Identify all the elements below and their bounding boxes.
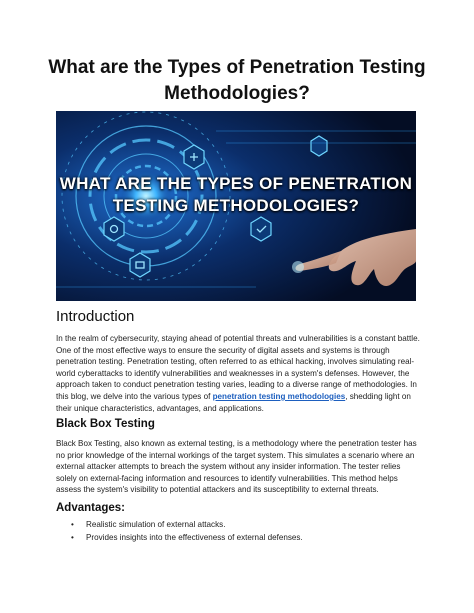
list-item-text: Realistic simulation of external attacks. bbox=[86, 520, 226, 529]
hero-image bbox=[56, 111, 416, 301]
hero-caption-line-1: WHAT ARE THE TYPES OF PENETRATION bbox=[59, 174, 413, 193]
list-item-text: Provides insights into the effectiveness of external defenses. bbox=[86, 532, 303, 542]
page-title: What are the Types of Penetration Testing Methodologies? bbox=[48, 57, 426, 104]
hero-caption bbox=[56, 173, 416, 217]
introduction-text-end: , shedding light on their unique characteristics, advantages, and applications. bbox=[56, 391, 411, 413]
hero-caption-line-2: TESTING METHODOLOGIES? bbox=[112, 196, 360, 215]
black-box-testing-heading: Black Box Testing bbox=[56, 418, 155, 430]
penetration-testing-methodologies-link[interactable]: penetration testing methodologies bbox=[212, 391, 346, 401]
list-item bbox=[56, 519, 303, 532]
bullet-icon: • bbox=[71, 520, 74, 529]
introduction-paragraph bbox=[56, 333, 420, 414]
black-box-testing-paragraph: Black Box Testing, also known as external testing, is a methodology where the penetration tester has no prior knowledge of the internal workings of the target system. This simulates a scenario where an external attacker attempts to breach the system without any insider information. The tester relies solely on external-facing information and resources to identify vulnerabilities. This method helps assess the system's visibility to potential attackers and its susceptibility to external threats. bbox=[56, 439, 417, 495]
introduction-text-start: In the realm of cybersecurity, staying ahead of potential threats and vulnerabilities is a constant battle. One of the most effective ways to ensure the security of digital assets and systems is through penetration testing. Penetration testing, often referred to as ethical hacking, involves simulating real-world cyberattacks to identify vulnerabilities and weaknesses in a system's defenses. However, the approach taken to conduct penetration testing varies, leading to a diverse range of methodologies. In this blog, we delve into the various types of bbox=[56, 334, 420, 401]
advantages-heading: Advantages: bbox=[56, 502, 126, 514]
bullet-icon: • bbox=[71, 532, 74, 542]
advantages-list bbox=[56, 519, 303, 544]
list-item bbox=[56, 532, 303, 545]
introduction-heading: Introduction bbox=[56, 308, 135, 325]
